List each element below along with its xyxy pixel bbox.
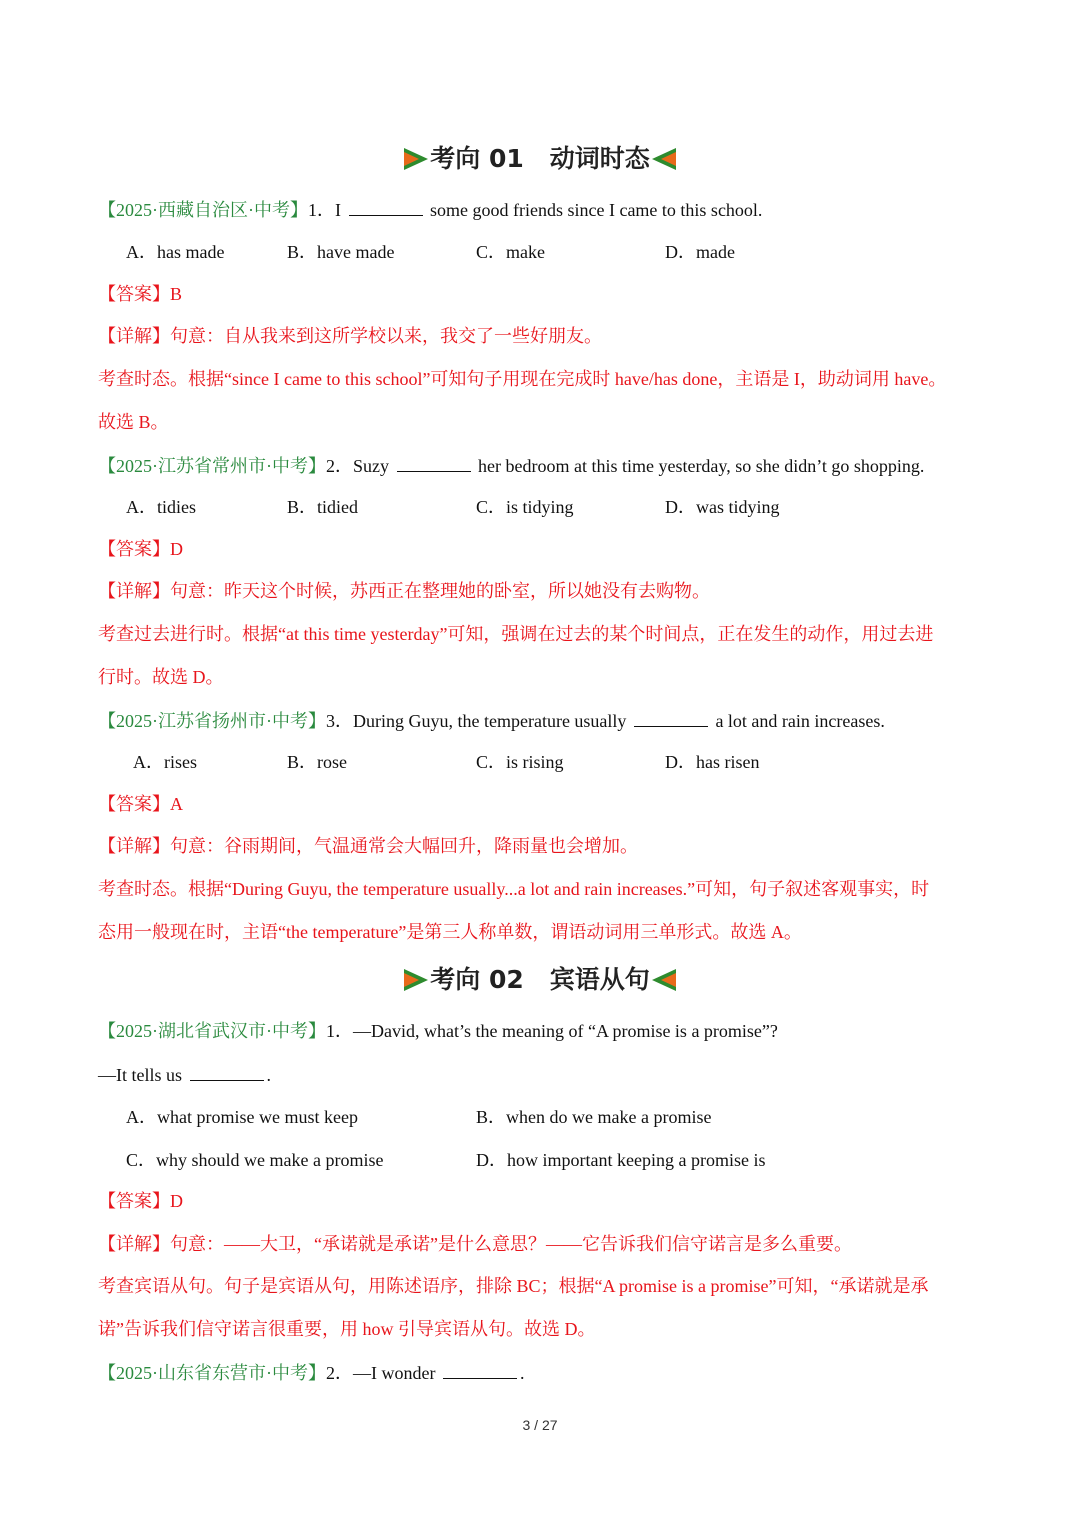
- answer-blank: [634, 708, 708, 727]
- heading-title: 宾语从句: [549, 965, 650, 994]
- analysis-line: 行时。故选 D。: [98, 667, 224, 687]
- section-heading-2: [0, 962, 1080, 997]
- arrow-left-icon: [652, 148, 676, 170]
- punctuation: .: [266, 1065, 271, 1085]
- question-2: [98, 453, 924, 478]
- arrow-right-icon: [404, 969, 428, 991]
- question-source: 【2025·江苏省常州市·中考】: [98, 456, 326, 476]
- question-number-text: 3．During Guyu, the temperature usually: [326, 711, 627, 731]
- sentence-meaning: 句意：自从我来到这所学校以来，我交了一些好朋友。: [170, 326, 602, 346]
- explain-line: [98, 834, 638, 858]
- arrow-left-icon: [652, 969, 676, 991]
- option-d: D．made: [665, 242, 735, 262]
- option-a: A．what promise we must keep: [126, 1107, 358, 1127]
- question-text: her bedroom at this time yesterday, so she didn’t go shopping.: [478, 456, 925, 476]
- section-heading-1: [0, 141, 1080, 176]
- sentence-meaning: 句意：——大卫，“承诺就是承诺”是什么意思？——它告诉我们信守诺言是多么重要。: [170, 1234, 852, 1254]
- question-source: 【2025·江苏省扬州市·中考】: [98, 711, 326, 731]
- answer-value: D: [170, 539, 183, 559]
- question-text: 1．—David, what’s the meaning of “A promise is a promise”?: [326, 1021, 778, 1041]
- heading-number: 考向 02: [430, 965, 524, 994]
- option-c: C．is rising: [476, 752, 564, 772]
- option-a: A．tidies: [126, 497, 196, 517]
- option-b: B．have made: [287, 242, 395, 262]
- answer-blank: [397, 453, 471, 472]
- option-b: B．tidied: [287, 497, 358, 517]
- question-text: 2．—I wonder: [326, 1363, 436, 1383]
- explain-label: 【详解】: [98, 581, 170, 601]
- punctuation: .: [519, 1363, 525, 1383]
- question-3: [98, 708, 885, 733]
- option-c: C．make: [476, 242, 545, 262]
- answer-value: A: [170, 794, 183, 814]
- page-number: 3 / 27: [522, 1417, 558, 1433]
- analysis-line: 考查时态。根据“During Guyu, the temperature usually...a lot and rain increases.”可知，句子叙述客观事实，时: [98, 879, 930, 899]
- question-text: a lot and rain increases.: [715, 711, 885, 731]
- analysis-line: 诺”告诉我们信守诺言很重要，用 how 引导宾语从句。故选 D。: [98, 1319, 596, 1339]
- question-number-text: 2．Suzy: [326, 456, 389, 476]
- explain-label: 【详解】: [98, 836, 170, 856]
- analysis-line: 态用一般现在时，主语“the temperature”是第三人称单数，谓语动词用三单形式。故选 A。: [98, 922, 802, 942]
- answer-label: 【答案】: [98, 539, 170, 559]
- answer-value: D: [170, 1191, 183, 1211]
- explain-label: 【详解】: [98, 1234, 170, 1254]
- question-source: 【2025·山东省东营市·中考】: [98, 1363, 326, 1383]
- answer-line: [98, 537, 183, 561]
- option-d: D．was tidying: [665, 497, 780, 517]
- explain-label: 【详解】: [98, 326, 170, 346]
- analysis-line: 考查过去进行时。根据“at this time yesterday”可知，强调在过去的某个时间点，正在发生的动作，用过去进: [98, 624, 934, 644]
- sentence-meaning: 句意：昨天这个时候，苏西正在整理她的卧室，所以她没有去购物。: [170, 581, 710, 601]
- answer-value: B: [170, 284, 183, 304]
- explain-line: [98, 324, 602, 348]
- analysis-line: 考查时态。根据“since I came to this school”可知句子用现在完成时 have/has done，主语是 I，助动词用 have。: [98, 369, 947, 389]
- answer-line: [98, 1189, 183, 1213]
- option-b: B．rose: [287, 752, 347, 772]
- answer-blank: [443, 1360, 517, 1379]
- explain-line: [98, 579, 710, 603]
- analysis-line: 故选 B。: [98, 412, 169, 432]
- answer-line: [98, 792, 183, 816]
- question-4: [98, 1019, 778, 1043]
- answer-label: 【答案】: [98, 1191, 170, 1211]
- question-source: 【2025·湖北省武汉市·中考】: [98, 1021, 326, 1041]
- question-source: 【2025·西藏自治区·中考】: [98, 200, 308, 220]
- question-5: [98, 1360, 524, 1385]
- question-text: some good friends since I came to this school.: [430, 200, 763, 220]
- sentence-meaning: 句意：谷雨期间，气温通常会大幅回升，降雨量也会增加。: [170, 836, 638, 856]
- option-d: D．has risen: [665, 752, 760, 772]
- heading-number: 考向 01: [430, 144, 524, 173]
- arrow-right-icon: [404, 148, 428, 170]
- answer-blank: [190, 1062, 264, 1081]
- answer-line: [98, 282, 182, 306]
- option-c: C．is tidying: [476, 497, 574, 517]
- option-a: A．has made: [126, 242, 225, 262]
- answer-label: 【答案】: [98, 284, 170, 304]
- option-b: B．when do we make a promise: [476, 1107, 712, 1127]
- question-1: [98, 197, 762, 222]
- question-number-text: 1．I: [308, 200, 341, 220]
- option-a: A．rises: [133, 752, 197, 772]
- heading-title: 动词时态: [549, 144, 650, 173]
- question-text: —It tells us: [98, 1065, 182, 1085]
- option-d: D．how important keeping a promise is: [476, 1150, 766, 1170]
- answer-blank: [349, 197, 423, 216]
- answer-label: 【答案】: [98, 794, 170, 814]
- analysis-line: 考查宾语从句。句子是宾语从句，用陈述语序，排除 BC；根据“A promise is a promise”可知，“承诺就是承: [98, 1276, 929, 1296]
- explain-line: [98, 1232, 852, 1256]
- question-4-line2: [98, 1062, 271, 1087]
- option-c: C．why should we make a promise: [126, 1150, 384, 1170]
